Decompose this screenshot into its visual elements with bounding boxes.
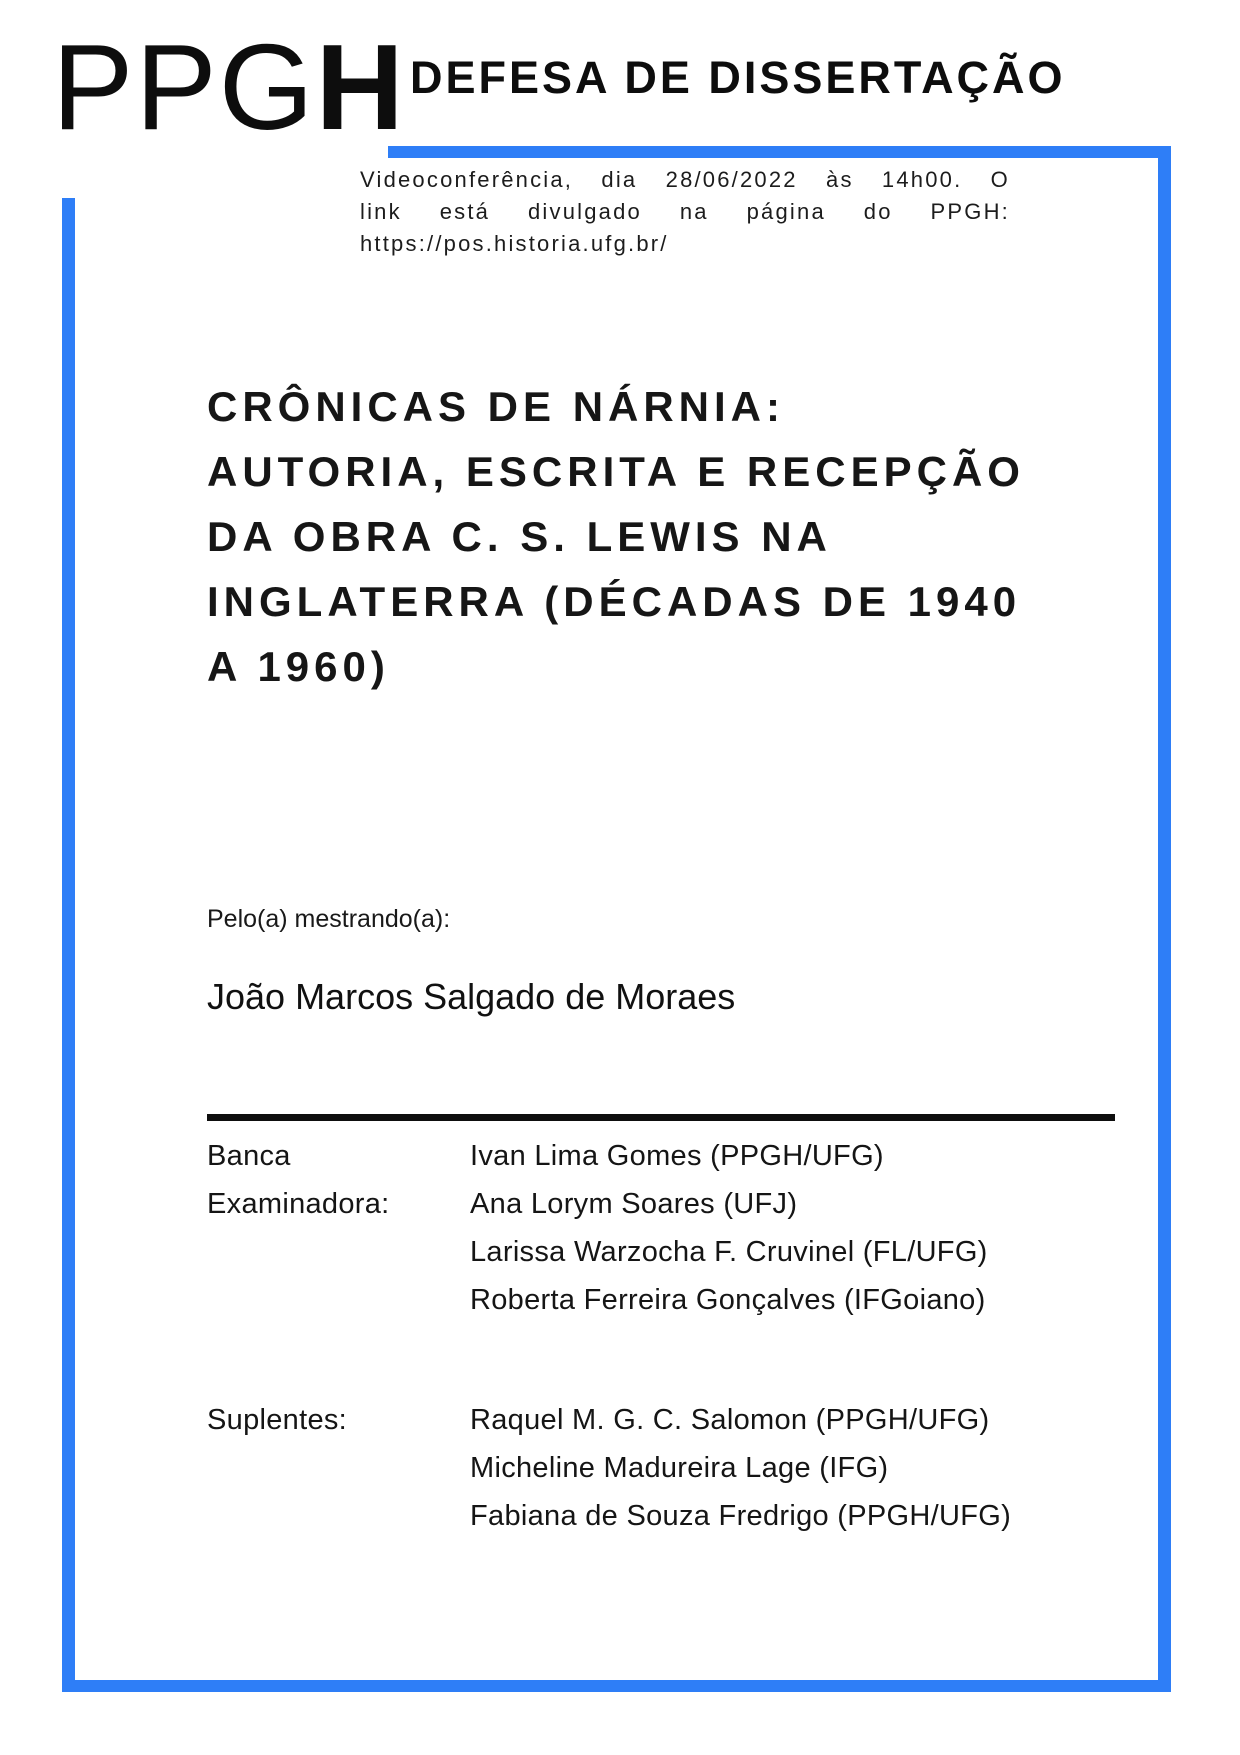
- committee-members: [470, 1132, 1117, 1324]
- text-line: Ana Lorym Soares (UFJ): [470, 1188, 798, 1220]
- border-left: [62, 198, 75, 1692]
- border-bottom: [62, 1680, 1171, 1692]
- text-line: INGLATERRA (DÉCADAS DE 1940: [207, 578, 1022, 625]
- text-line: CRÔNICAS DE NÁRNIA:: [207, 383, 785, 430]
- videoconference-info: [360, 164, 1010, 260]
- text-line: Roberta Ferreira Gonçalves (IFGoiano): [470, 1284, 986, 1316]
- candidate-name: João Marcos Salgado de Moraes: [207, 976, 736, 1017]
- text-line: DA OBRA C. S. LEWIS NA: [207, 513, 832, 560]
- text-line: Videoconferência, dia 28/06/2022 às 14h00. O: [360, 167, 1010, 192]
- ppgh-logo: [52, 19, 406, 155]
- substitutes-section: [207, 1396, 1117, 1540]
- dissertation-title: [207, 374, 1067, 699]
- text-line: Raquel M. G. C. Salomon (PPGH/UFG): [470, 1404, 990, 1436]
- text-line: Fabiana de Souza Fredrigo (PPGH/UFG): [470, 1500, 1012, 1532]
- logo-text-ppg: PPG: [52, 19, 316, 155]
- text-line: https://pos.historia.ufg.br/: [360, 231, 669, 256]
- divider-line: [207, 1114, 1115, 1121]
- text-line: Micheline Madureira Lage (IFG): [470, 1452, 889, 1484]
- text-line: link está divulgado na página do PPGH:: [360, 199, 1010, 224]
- text-line: Ivan Lima Gomes (PPGH/UFG): [470, 1140, 884, 1172]
- committee-section: [207, 1132, 1117, 1324]
- text-line: Larissa Warzocha F. Cruvinel (FL/UFG): [470, 1236, 988, 1268]
- committee-label: [207, 1132, 470, 1324]
- text-line: A 1960): [207, 643, 390, 690]
- candidate-label: Pelo(a) mestrando(a):: [207, 905, 451, 933]
- substitutes-label: Suplentes:: [207, 1404, 348, 1436]
- border-right: [1158, 146, 1171, 1692]
- header-underline-bar: [388, 146, 1171, 158]
- text-line: AUTORIA, ESCRITA E RECEPÇÃO: [207, 448, 1025, 495]
- page-title: DEFESA DE DISSERTAÇÃO: [410, 52, 1066, 103]
- substitutes-members: [470, 1396, 1117, 1540]
- text-line: Examinadora:: [207, 1188, 390, 1220]
- logo-text-h: H: [315, 19, 406, 155]
- text-line: Banca: [207, 1140, 291, 1172]
